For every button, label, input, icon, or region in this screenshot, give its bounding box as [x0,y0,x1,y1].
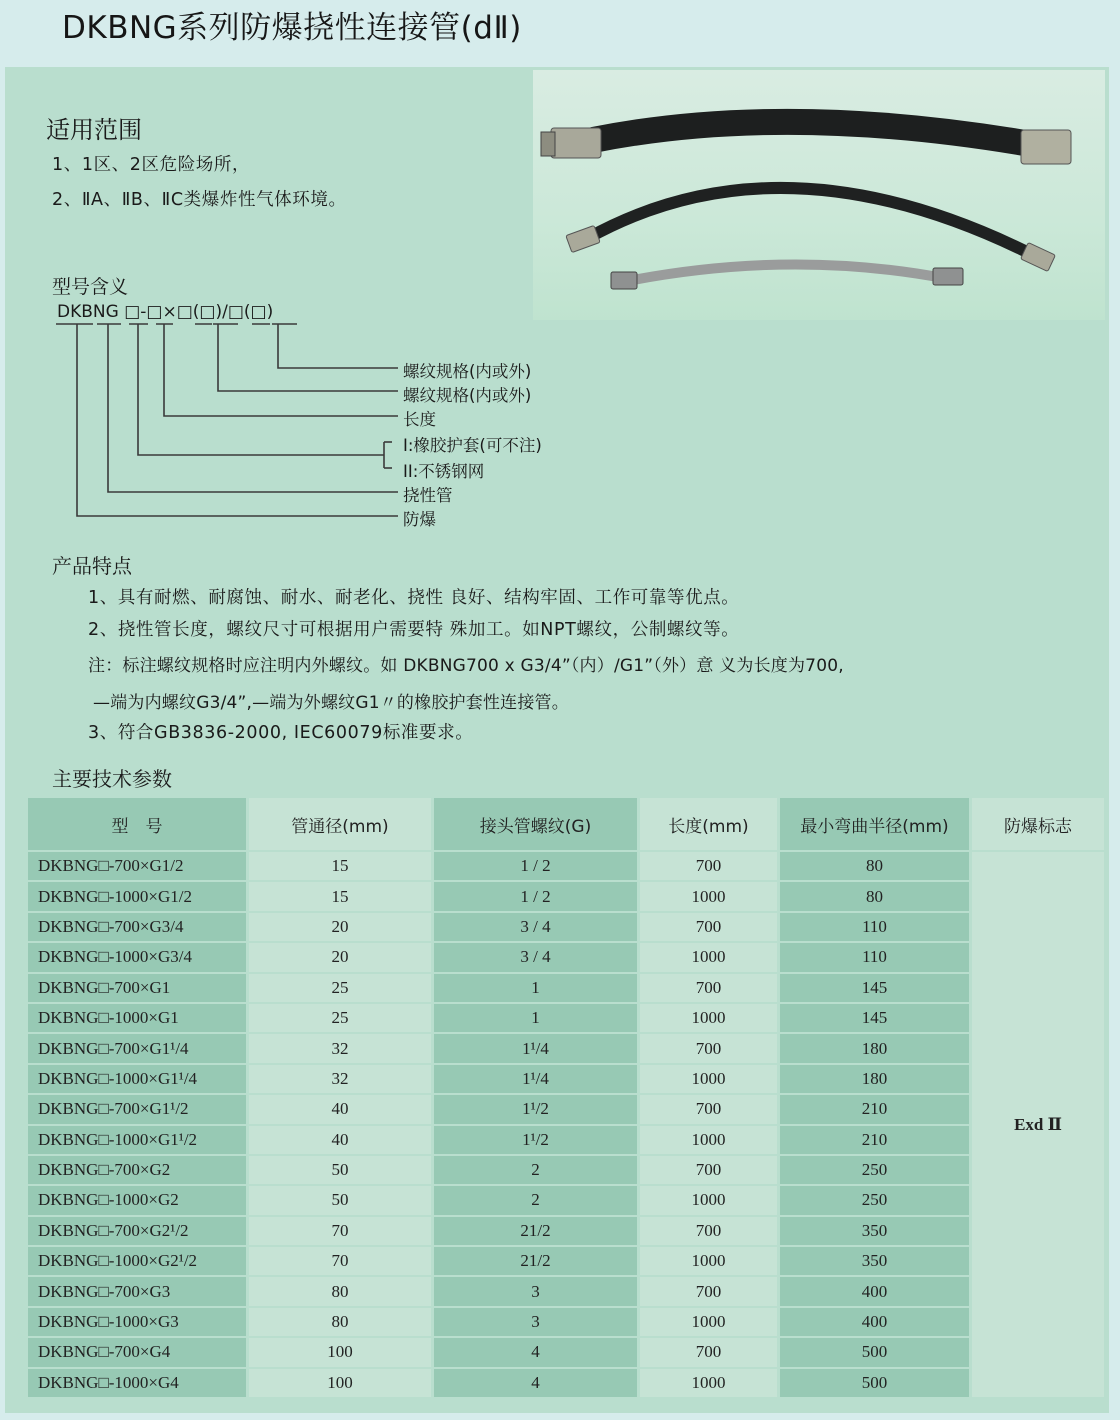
diagram-label-steel: II:不锈钢网 [403,462,485,481]
cell-diameter: 50 [249,1186,431,1214]
page-title: DKBNG系列防爆挠性连接管(dⅡ) [62,10,522,46]
cell-thread: 1¹/2 [434,1095,637,1123]
cell-radius: 180 [780,1034,969,1062]
cell-radius: 180 [780,1065,969,1093]
cell-radius: 250 [780,1156,969,1184]
diagram-label-thread-1: 螺纹规格(内或外) [403,386,532,405]
cell-radius: 500 [780,1338,969,1366]
cell-diameter: 25 [249,1004,431,1032]
cell-radius: 80 [780,882,969,910]
cell-length: 1000 [640,882,777,910]
cell-length: 1000 [640,1247,777,1275]
table-body [28,852,1104,1397]
feature-note-cont: —端为内螺纹G3/4”,—端为外螺纹G1〃的橡胶护套性连接管。 [93,693,569,713]
col-header-mark: 防爆标志 [972,798,1104,850]
cell-model: DKBNG□-1000×G4 [28,1369,246,1397]
cell-length: 700 [640,1338,777,1366]
cell-diameter: 80 [249,1277,431,1305]
cell-thread: 2 [434,1186,637,1214]
cell-diameter: 20 [249,913,431,941]
features-heading: 产品特点 [52,554,132,578]
cell-diameter: 100 [249,1338,431,1366]
cell-length: 1000 [640,1308,777,1336]
table-row [28,1034,1104,1062]
cell-radius: 350 [780,1247,969,1275]
cell-diameter: 70 [249,1247,431,1275]
cell-diameter: 32 [249,1065,431,1093]
table-row [28,882,1104,910]
table-header-row [28,798,1104,850]
stainless-hose [633,264,943,280]
cell-thread: 21/2 [434,1247,637,1275]
cell-radius: 400 [780,1308,969,1336]
cell-radius: 80 [780,852,969,880]
cell-length: 700 [640,1095,777,1123]
cell-model: DKBNG□-700×G1¹/4 [28,1034,246,1062]
cell-thread: 2 [434,1156,637,1184]
cell-radius: 500 [780,1369,969,1397]
cell-model: DKBNG□-700×G2 [28,1156,246,1184]
cell-diameter: 25 [249,974,431,1002]
cell-thread: 1¹/4 [434,1034,637,1062]
cell-diameter: 15 [249,852,431,880]
cell-thread: 21/2 [434,1217,637,1245]
table-row [28,1369,1104,1397]
cell-length: 700 [640,1156,777,1184]
cell-radius: 145 [780,974,969,1002]
table-row [28,943,1104,971]
cell-length: 700 [640,1277,777,1305]
cell-thread: 3 / 4 [434,943,637,971]
cell-length: 1000 [640,1369,777,1397]
cell-length: 1000 [640,1004,777,1032]
cell-radius: 110 [780,943,969,971]
diagram-label-explosion-proof: 防爆 [403,510,436,529]
spec-table [25,796,1107,1399]
cell-length: 1000 [640,1186,777,1214]
cell-radius: 145 [780,1004,969,1032]
scope-item: 1、1区、2区危险场所， [52,155,251,175]
cell-model: DKBNG□-1000×G1/2 [28,882,246,910]
cell-model: DKBNG□-700×G1/2 [28,852,246,880]
cell-model: DKBNG□-700×G1 [28,974,246,1002]
cell-radius: 400 [780,1277,969,1305]
product-photo [533,70,1105,320]
cell-model: DKBNG□-700×G2¹/2 [28,1217,246,1245]
scope-item: 2、ⅡA、ⅡB、ⅡC类爆炸性气体环境。 [52,190,347,210]
cell-thread: 1 / 2 [434,852,637,880]
table-row [28,974,1104,1002]
rubber-hose-medium [588,188,1033,255]
cell-length: 700 [640,913,777,941]
cell-radius: 350 [780,1217,969,1245]
cell-thread: 1 / 2 [434,882,637,910]
cell-model: DKBNG□-700×G4 [28,1338,246,1366]
cell-model: DKBNG□-1000×G2¹/2 [28,1247,246,1275]
table-row [28,852,1104,880]
col-header-length: 长度(mm) [640,798,777,850]
diagram-label-rubber: I:橡胶护套(可不注) [403,436,542,455]
cell-thread: 1 [434,974,637,1002]
cell-length: 1000 [640,943,777,971]
diagram-label-thread-2: 螺纹规格(内或外) [403,362,532,381]
cell-model: DKBNG□-1000×G1¹/2 [28,1126,246,1154]
cell-model: DKBNG□-1000×G2 [28,1186,246,1214]
cell-length: 1000 [640,1126,777,1154]
explosion-mark-cell: Exd Ⅱ [972,852,1104,1397]
cell-thread: 3 [434,1277,637,1305]
cell-thread: 1¹/2 [434,1126,637,1154]
cell-model: DKBNG□-1000×G1 [28,1004,246,1032]
cell-radius: 110 [780,913,969,941]
col-header-radius: 最小弯曲半径(mm) [780,798,969,850]
cell-thread: 3 / 4 [434,913,637,941]
cell-radius: 250 [780,1186,969,1214]
table-row [28,1308,1104,1336]
table-row [28,1217,1104,1245]
cell-thread: 4 [434,1369,637,1397]
cell-thread: 1 [434,1004,637,1032]
diagram-label-flexible: 挠性管 [403,486,453,505]
col-header-model: 型 号 [28,798,246,850]
table-row [28,1277,1104,1305]
table-row [28,1156,1104,1184]
cell-model: DKBNG□-1000×G3/4 [28,943,246,971]
col-header-diameter: 管通径(mm) [249,798,431,850]
params-heading: 主要技术参数 [52,767,172,791]
cell-diameter: 50 [249,1156,431,1184]
model-meaning-heading: 型号含义 [52,276,129,298]
cell-length: 1000 [640,1065,777,1093]
cell-model: DKBNG□-700×G3 [28,1277,246,1305]
rubber-hose-large [593,122,1053,148]
fitting-right-large [1021,130,1071,164]
cell-diameter: 80 [249,1308,431,1336]
cell-diameter: 40 [249,1095,431,1123]
scope-heading: 适用范围 [46,116,142,144]
cell-length: 700 [640,852,777,880]
cell-length: 700 [640,1217,777,1245]
table-row [28,1095,1104,1123]
cell-thread: 4 [434,1338,637,1366]
cell-diameter: 15 [249,882,431,910]
feature-note: 注：标注螺纹规格时应注明内外螺纹。如 DKBNG700 x G3/4”（内）/G1”（外）意 义为长度为700, [88,656,844,676]
table-row [28,1126,1104,1154]
cell-length: 700 [640,974,777,1002]
cell-radius: 210 [780,1126,969,1154]
diagram-label-length: 长度 [403,410,436,429]
model-code: DKBNG □-□×□(□)/□(□) [57,302,274,322]
table-row [28,1065,1104,1093]
cell-diameter: 20 [249,943,431,971]
cell-model: DKBNG□-1000×G1¹/4 [28,1065,246,1093]
cell-model: DKBNG□-1000×G3 [28,1308,246,1336]
cell-diameter: 100 [249,1369,431,1397]
cell-diameter: 32 [249,1034,431,1062]
cell-length: 700 [640,1034,777,1062]
col-header-thread: 接头管螺纹(G) [434,798,637,850]
cell-radius: 210 [780,1095,969,1123]
cell-thread: 1¹/4 [434,1065,637,1093]
feature-item: 3、符合GB3836-2000, IEC60079标准要求。 [88,723,474,743]
cell-model: DKBNG□-700×G3/4 [28,913,246,941]
table-row [28,913,1104,941]
cell-diameter: 70 [249,1217,431,1245]
table-row [28,1186,1104,1214]
cell-model: DKBNG□-700×G1¹/2 [28,1095,246,1123]
table-row [28,1004,1104,1032]
table-row [28,1338,1104,1366]
hoses-image [533,70,1105,320]
feature-item: 1、具有耐燃、耐腐蚀、耐水、耐老化、挠性 良好、结构牢固、工作可靠等优点。 [88,588,740,608]
cell-thread: 3 [434,1308,637,1336]
feature-item: 2、挠性管长度，螺纹尺寸可根据用户需要特 殊加工。如NPT螺纹，公制螺纹等。 [88,620,740,640]
table-row [28,1247,1104,1275]
cell-diameter: 40 [249,1126,431,1154]
